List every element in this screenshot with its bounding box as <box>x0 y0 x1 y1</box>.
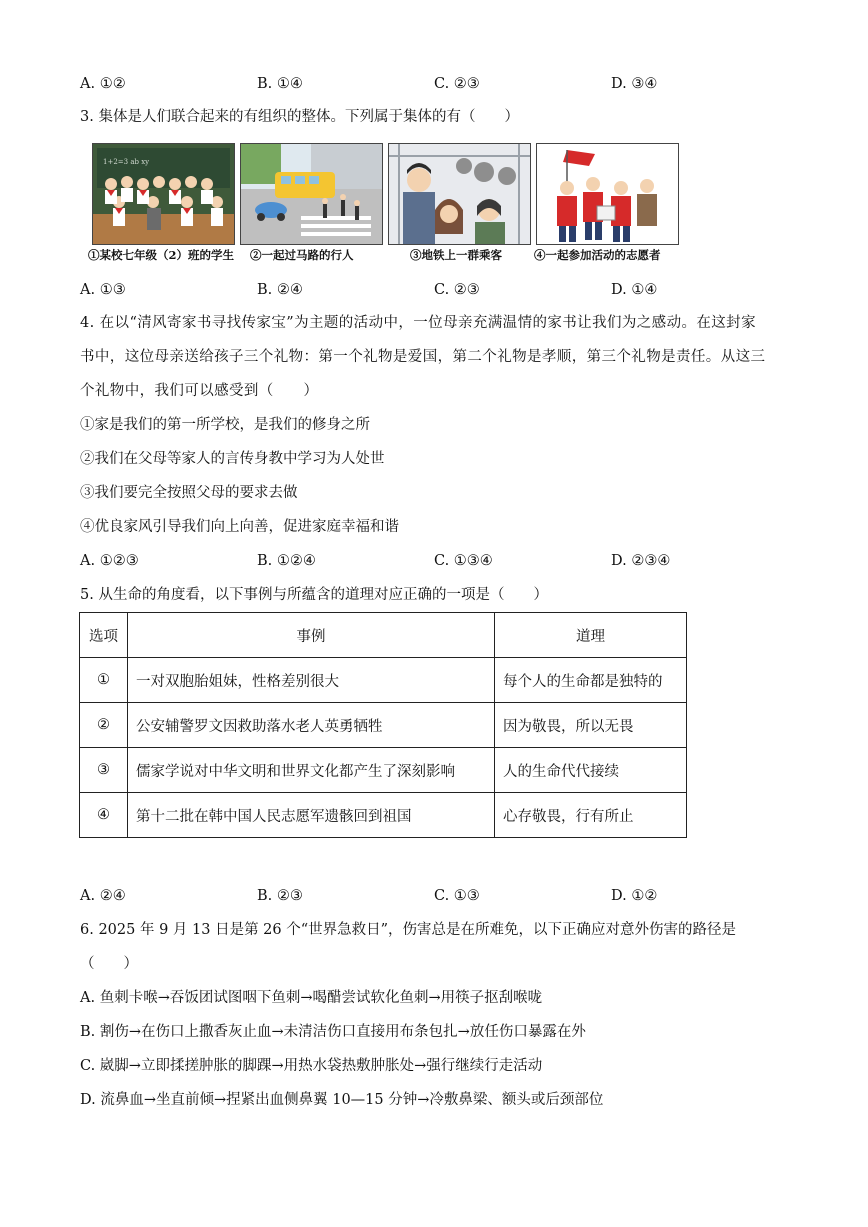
q4-option-b: B. ①②④ <box>257 553 316 569</box>
row-example: 公安辅警罗文因救助落水老人英勇牺牲 <box>128 703 495 748</box>
q4-stem-line-3: 个礼物中，我们可以感受到（ ） <box>80 383 319 399</box>
row-example: 一对双胞胎姐妹，性格差别很大 <box>128 658 495 703</box>
q3-stem: 3. 集体是人们联合起来的有组织的整体。下列属于集体的有（ ） <box>80 109 519 125</box>
q4-stem-line-1: 4. 在以“清风寄家书寻找传家宝”为主题的活动中，一位母亲充满温情的家书让我们为之感动。在这封家 <box>80 315 756 331</box>
table-row <box>80 748 687 793</box>
q3-option-b: B. ②④ <box>257 282 303 298</box>
q5-option-b: B. ②③ <box>257 888 303 904</box>
q5-options <box>80 886 800 906</box>
q5-table <box>79 612 687 838</box>
row-option: ① <box>80 658 128 703</box>
q3-option-d: D. ①④ <box>611 282 658 298</box>
q4-item-4: ④优良家风引导我们向上向善，促进家庭幸福和谐 <box>80 519 399 535</box>
q3-picture-subway-passengers <box>388 143 531 245</box>
q3-caption-4: ④一起参加活动的志愿者 <box>534 248 661 262</box>
q6-option-c: C. 崴脚→立即揉搓肿胀的脚踝→用热水袋热敷肿胀处→强行继续行走活动 <box>80 1058 543 1074</box>
q6-stem-line-2: （ ） <box>80 956 138 972</box>
row-example: 儒家学说对中华文明和世界文化都产生了深刻影响 <box>128 748 495 793</box>
header-example: 事例 <box>128 613 495 658</box>
q5-option-a: A. ②④ <box>80 888 126 904</box>
q4-options <box>80 551 800 571</box>
row-reason: 因为敬畏，所以无畏 <box>495 703 687 748</box>
q3-picture-pedestrians <box>240 143 383 245</box>
q5-option-d: D. ①② <box>611 888 658 904</box>
q3-picture-class-students <box>92 143 235 245</box>
q4-item-3: ③我们要完全按照父母的要求去做 <box>80 485 298 501</box>
q3-pictures <box>88 143 682 263</box>
q6-option-b: B. 割伤→在伤口上撒香灰止血→未清洁伤口直接用布条包扎→放任伤口暴露在外 <box>80 1024 586 1040</box>
q4-stem <box>80 306 790 408</box>
row-reason: 人的生命代代接续 <box>495 748 687 793</box>
q4-item-1: ①家是我们的第一所学校，是我们的修身之所 <box>80 417 370 433</box>
q2-option-d: D. ③④ <box>611 76 658 92</box>
q5-stem: 5. 从生命的角度看，以下事例与所蕴含的道理对应正确的一项是（ ） <box>80 587 548 603</box>
q2-option-b: B. ①④ <box>257 76 303 92</box>
q3-caption-2: ②一起过马路的行人 <box>250 248 354 262</box>
table-header-row <box>80 613 687 658</box>
q4-stem-line-2: 书中，这位母亲送给孩子三个礼物：第一个礼物是爱国，第二个礼物是孝顺，第三个礼物是责任。从这三 <box>80 349 766 365</box>
q6-option-a: A. 鱼刺卡喉→吞饭团试图咽下鱼刺→喝醋尝试软化鱼刺→用筷子抠刮喉咙 <box>80 990 543 1006</box>
q5-option-c: C. ①③ <box>434 888 480 904</box>
q6-stem-line-1: 6. 2025 年 9 月 13 日是第 26 个“世界急救日”，伤害总是在所难免，以下正确应对意外伤害的路径是 <box>80 922 737 938</box>
row-reason: 每个人的生命都是独特的 <box>495 658 687 703</box>
q3-option-c: C. ②③ <box>434 282 480 298</box>
row-option: ② <box>80 703 128 748</box>
q3-caption-1: ①某校七年级（2）班的学生 <box>88 248 235 262</box>
row-option: ③ <box>80 748 128 793</box>
header-option: 选项 <box>80 613 128 658</box>
table-row <box>80 658 687 703</box>
table-row <box>80 703 687 748</box>
q3-options <box>80 280 800 300</box>
q4-option-d: D. ②③④ <box>611 553 671 569</box>
header-reason: 道理 <box>495 613 687 658</box>
row-example: 第十二批在韩中国人民志愿军遗骸回到祖国 <box>128 793 495 838</box>
q3-caption-3: ③地铁上一群乘客 <box>410 248 502 262</box>
q2-option-a: A. ①② <box>80 76 126 92</box>
q3-picture-volunteers <box>536 143 679 245</box>
svg-text:1+2=3 ab xy: 1+2=3 ab xy <box>103 158 150 166</box>
row-reason: 心存敬畏，行有所止 <box>495 793 687 838</box>
table-row <box>80 793 687 838</box>
q4-option-c: C. ①③④ <box>434 553 493 569</box>
q6-option-d: D. 流鼻血→坐直前倾→捏紧出血侧鼻翼 10—15 分钟→冷敷鼻梁、额头或后颈部位 <box>80 1092 604 1108</box>
q4-option-a: A. ①②③ <box>80 553 139 569</box>
q2-option-c: C. ②③ <box>434 76 480 92</box>
q2-options <box>80 74 800 94</box>
q3-option-a: A. ①③ <box>80 282 126 298</box>
row-option: ④ <box>80 793 128 838</box>
q4-item-2: ②我们在父母等家人的言传身教中学习为人处世 <box>80 451 385 467</box>
